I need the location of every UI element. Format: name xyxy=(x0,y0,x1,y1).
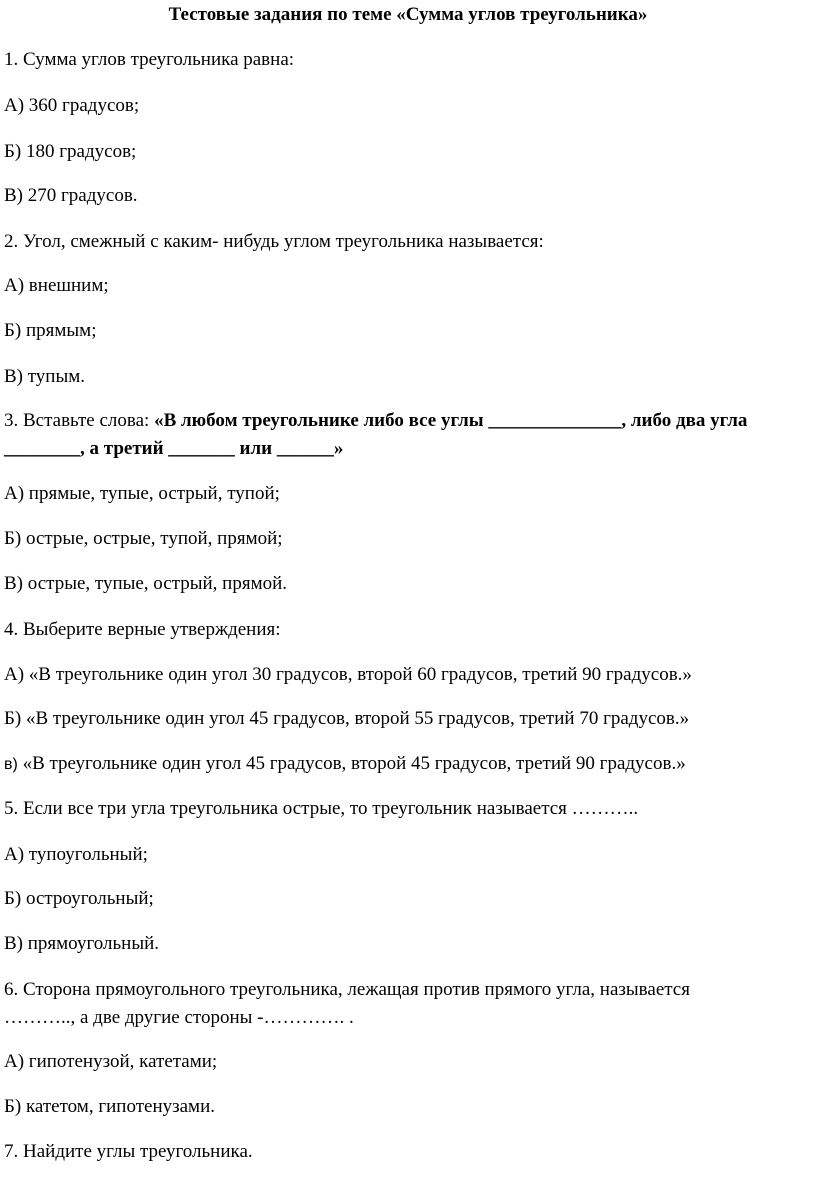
question-1-option-a: А) 360 градусов; xyxy=(4,95,140,116)
question-6-option-a: А) гипотенузой, катетами; xyxy=(4,1051,218,1072)
question-5-option-c: В) прямоугольный. xyxy=(4,933,160,954)
question-6-option-b: Б) катетом, гипотенузами. xyxy=(4,1096,215,1117)
question-4-option-a: А) «В треугольнике один угол 30 градусов, второй 60 градусов, третий 90 градусов.» xyxy=(4,664,692,685)
document-title: Тестовые задания по теме «Сумма углов треугольника» xyxy=(168,4,648,25)
question-3-text xyxy=(4,410,816,432)
question-2-text: 2. Угол, смежный с каким- нибудь углом треугольника называется: xyxy=(4,231,544,252)
question-1-text: 1. Сумма углов треугольника равна: xyxy=(4,49,295,70)
question-5-option-b: Б) остроугольный; xyxy=(4,888,154,909)
question-7-text: 7. Найдите углы треугольника. xyxy=(4,1141,253,1162)
question-5-text: 5. Если все три угла треугольника острые, то треугольник называется ……….. xyxy=(4,798,639,819)
question-1-option-c: В) 270 градусов. xyxy=(4,185,138,206)
question-3-option-a: А) прямые, тупые, острый, тупой; xyxy=(4,483,280,504)
question-6-text-line2: ……….., а две другие стороны -…………. . xyxy=(4,1007,354,1028)
question-3-option-b: Б) острые, острые, тупой, прямой; xyxy=(4,528,283,549)
question-3-statement-line2: ________, а третий _______ или ______» xyxy=(4,438,344,459)
question-4-option-b: Б) «В треугольнике один угол 45 градусов, второй 55 градусов, третий 70 градусов.» xyxy=(4,708,690,729)
question-3-option-c: В) острые, тупые, острый, прямой. xyxy=(4,573,288,594)
question-5-option-a: А) тупоугольный; xyxy=(4,844,148,865)
question-3-statement-line1: «В любом треугольнике либо все углы ______________, либо два угла xyxy=(154,410,748,431)
question-4-option-c-marker: в) xyxy=(4,756,18,773)
question-3-prefix: 3. Вставьте слова: xyxy=(4,410,155,431)
question-2-option-c: В) тупым. xyxy=(4,366,86,387)
question-2-option-b: Б) прямым; xyxy=(4,320,97,341)
question-4-option-c-text: «В треугольнике один угол 45 градусов, второй 45 градусов, третий 90 градусов.» xyxy=(22,753,686,774)
question-6-text-line1: 6. Сторона прямоугольного треугольника, лежащая против прямого угла, называется xyxy=(4,979,690,1000)
question-4-option-c xyxy=(4,753,816,776)
question-4-text: 4. Выберите верные утверждения: xyxy=(4,619,281,640)
question-2-option-a: А) внешним; xyxy=(4,275,109,296)
question-1-option-b: Б) 180 градусов; xyxy=(4,141,137,162)
